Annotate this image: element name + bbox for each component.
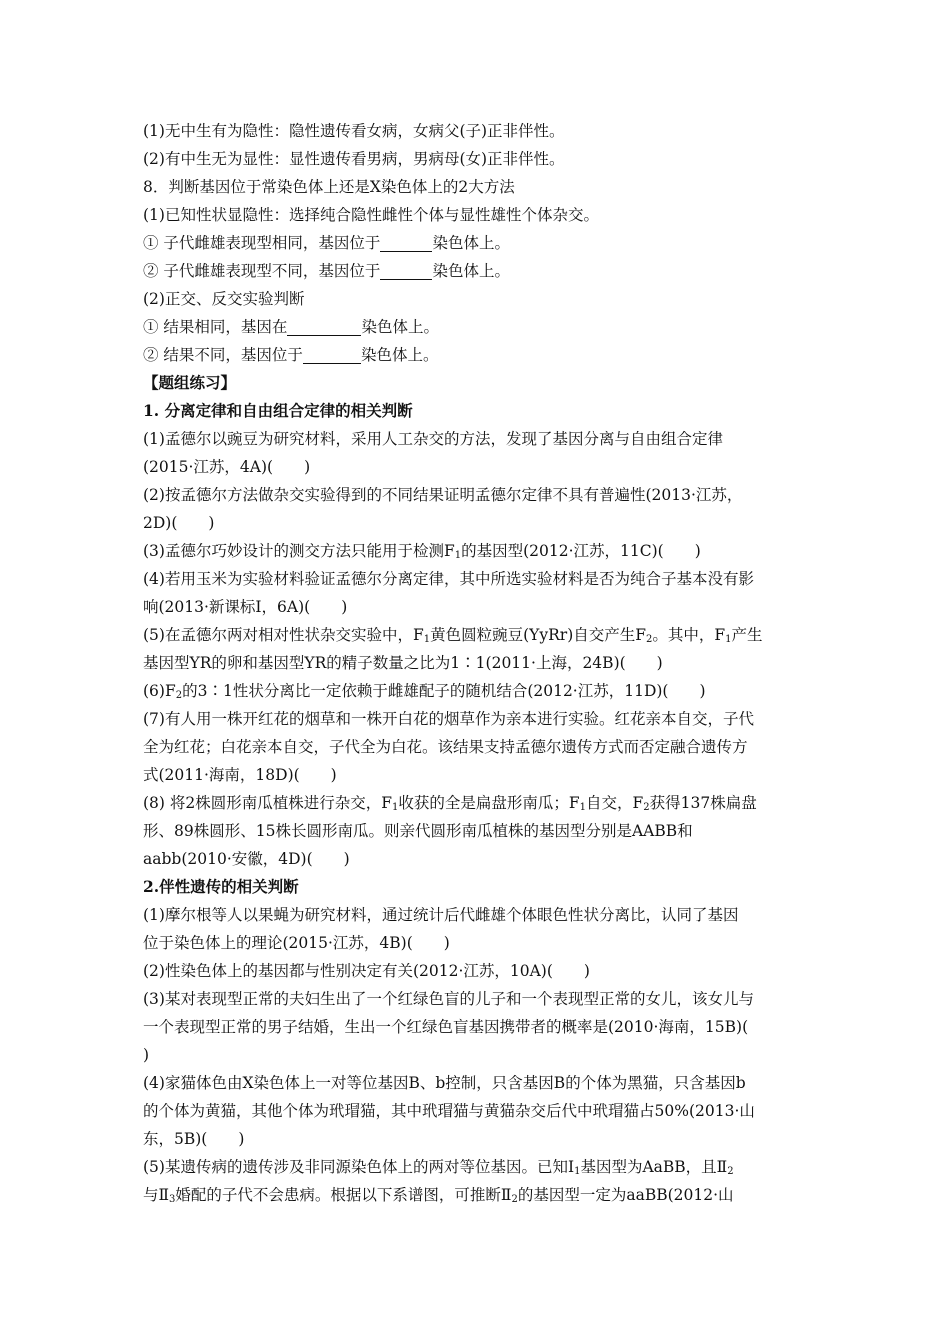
line-text: ② 结果不同，基因位于 — [143, 346, 303, 364]
text-line: (2)有中生无为显性：显性遗传看男病，男病母(女)正非伴性。 — [143, 150, 565, 168]
question-line: (4)若用玉米为实验材料验证孟德尔分离定律，其中所选实验材料是否为纯合子基本没有影 — [143, 570, 754, 588]
question-line: 全为红花；白花亲本自交，子代全为白花。该结果支持孟德尔遗传方式而否定融合遗传方 — [143, 738, 748, 756]
line-text: (5)某遗传病的遗传涉及非同源染色体上的两对等位基因。已知Ⅰ — [143, 1158, 575, 1176]
line-text: (3)孟德尔巧妙设计的测交方法只能用于检测F — [143, 542, 455, 560]
line-text: (8) 将2株圆形南瓜植株进行杂交，F — [143, 794, 393, 812]
text-line: (1)已知性状显隐性：选择纯合隐性雌性个体与显性雄性个体杂交。 — [143, 206, 599, 224]
text-line: (2)正交、反交实验判断 — [143, 290, 305, 308]
question-line — [143, 621, 815, 649]
line-text: ① 子代雌雄表现型相同，基因位于 — [143, 234, 381, 252]
question-line — [143, 677, 815, 705]
line-text: 婚配的子代不会患病。根据以下系谱图，可推断Ⅱ — [175, 1186, 512, 1204]
fill-in-line — [143, 229, 815, 257]
subscript: 2 — [727, 1166, 734, 1177]
text-line: 8．判断基因位于常染色体上还是X染色体上的2大方法 — [143, 178, 515, 196]
question-line: (2)按孟德尔方法做杂交实验得到的不同结果证明孟德尔定律不具有普遍性(2013·江苏， — [143, 486, 743, 504]
question-line: (1)摩尔根等人以果蝇为研究材料，通过统计后代雌雄个体眼色性状分离比，认同了基因 — [143, 906, 739, 924]
answer-blank[interactable] — [380, 261, 432, 280]
line-text: 获得137株扁盘 — [649, 794, 757, 812]
subscript: 1 — [392, 802, 399, 813]
question-line: (7)有人用一株开红花的烟草和一株开白花的烟草作为亲本进行实验。红花亲本自交，子代 — [143, 710, 754, 728]
question-line: (4)家猫体色由X染色体上一对等位基因B、b控制，只含基因B的个体为黑猫，只含基因b — [143, 1074, 746, 1092]
answer-blank[interactable] — [303, 345, 361, 364]
group-title: 2.伴性遗传的相关判断 — [143, 877, 299, 896]
section-title: 【题组练习】 — [143, 373, 237, 392]
fill-in-line — [143, 313, 815, 341]
line-text: 基因型为AaBB，且Ⅱ — [580, 1158, 728, 1176]
line-text: 。其中，F — [652, 626, 726, 644]
line-text: 收获的全是扁盘形南瓜；F — [398, 794, 580, 812]
question-line: (2)性染色体上的基因都与性别决定有关(2012·江苏，10A)( ) — [143, 962, 590, 980]
question-line — [143, 1181, 815, 1209]
question-line: 东，5B)( ) — [143, 1130, 245, 1148]
line-text: 染色体上。 — [361, 318, 439, 336]
fill-in-line — [143, 341, 815, 369]
line-text: (5)在孟德尔两对相对性状杂交实验中，F — [143, 626, 424, 644]
line-text: 的基因型一定为aaBB(2012·山 — [517, 1186, 734, 1204]
question-line: aabb(2010·安徽，4D)( ) — [143, 850, 350, 868]
text-line: (1)无中生有为隐性：隐性遗传看女病，女病父(子)正非伴性。 — [143, 122, 565, 140]
subscript: 1 — [574, 1166, 581, 1177]
subscript: 3 — [169, 1194, 176, 1205]
line-text: 自交，F — [586, 794, 644, 812]
subscript: 1 — [454, 550, 462, 561]
line-text: 的3∶1性状分离比一定依赖于雌雄配子的随机结合(2012·江苏，11D)( ) — [182, 682, 706, 700]
subscript: 2 — [646, 634, 653, 645]
fill-in-line — [143, 257, 815, 285]
group-title: 1. 分离定律和自由组合定律的相关判断 — [143, 401, 413, 420]
question-line: 形、89株圆形、15株长圆形南瓜。则亲代圆形南瓜植株的基因型分别是AABB和 — [143, 822, 693, 840]
line-text: ② 子代雌雄表现型不同，基因位于 — [143, 262, 381, 280]
question-line: (1)孟德尔以豌豆为研究材料，采用人工杂交的方法，发现了基因分离与自由组合定律 — [143, 430, 723, 448]
line-text: 的基因型(2012·江苏，11C)( ) — [461, 542, 701, 560]
subscript: 2 — [511, 1194, 518, 1205]
question-line — [143, 1153, 815, 1181]
line-text: 染色体上。 — [360, 346, 439, 364]
question-line: ) — [143, 1046, 150, 1064]
line-text: 产生 — [731, 626, 763, 644]
line-text: 黄色圆粒豌豆(YyRr)自交产生F — [430, 626, 647, 644]
line-text: ① 结果相同，基因在 — [143, 318, 288, 336]
question-line: 式(2011·海南，18D)( ) — [143, 766, 337, 784]
question-line — [143, 789, 815, 817]
answer-blank[interactable] — [380, 233, 432, 252]
line-text: (6)F — [143, 682, 176, 700]
question-line: (3)某对表现型正常的夫妇生出了一个红绿色盲的儿子和一个表现型正常的女儿，该女儿与 — [143, 990, 754, 1008]
line-text: 染色体上。 — [432, 234, 510, 252]
question-line: 的个体为黄猫，其他个体为玳瑁猫，其中玳瑁猫与黄猫杂交后代中玳瑁猫占50%(2013·山 — [143, 1102, 755, 1120]
question-line: 一个表现型正常的男子结婚，生出一个红绿色盲基因携带者的概率是(2010·海南，15B)( — [143, 1018, 749, 1036]
subscript: 1 — [725, 634, 732, 645]
subscript: 1 — [423, 634, 431, 645]
question-line — [143, 537, 815, 565]
question-line: (2015·江苏，4A)( ) — [143, 458, 311, 476]
document-body — [143, 117, 815, 1209]
question-line: 响(2013·新课标Ⅰ，6A)( ) — [143, 598, 348, 616]
question-line: 2D)( ) — [143, 514, 215, 532]
subscript: 2 — [643, 802, 650, 813]
question-line: 位于染色体上的理论(2015·江苏，4B)( ) — [143, 934, 450, 952]
line-text: 染色体上。 — [432, 262, 510, 280]
subscript: 2 — [175, 690, 183, 701]
line-text: 与Ⅱ — [143, 1186, 170, 1204]
subscript: 1 — [579, 802, 587, 813]
question-line: 基因型YR的卵和基因型YR的精子数量之比为1∶1(2011·上海，24B)( ) — [143, 654, 663, 672]
answer-blank[interactable] — [287, 317, 361, 336]
